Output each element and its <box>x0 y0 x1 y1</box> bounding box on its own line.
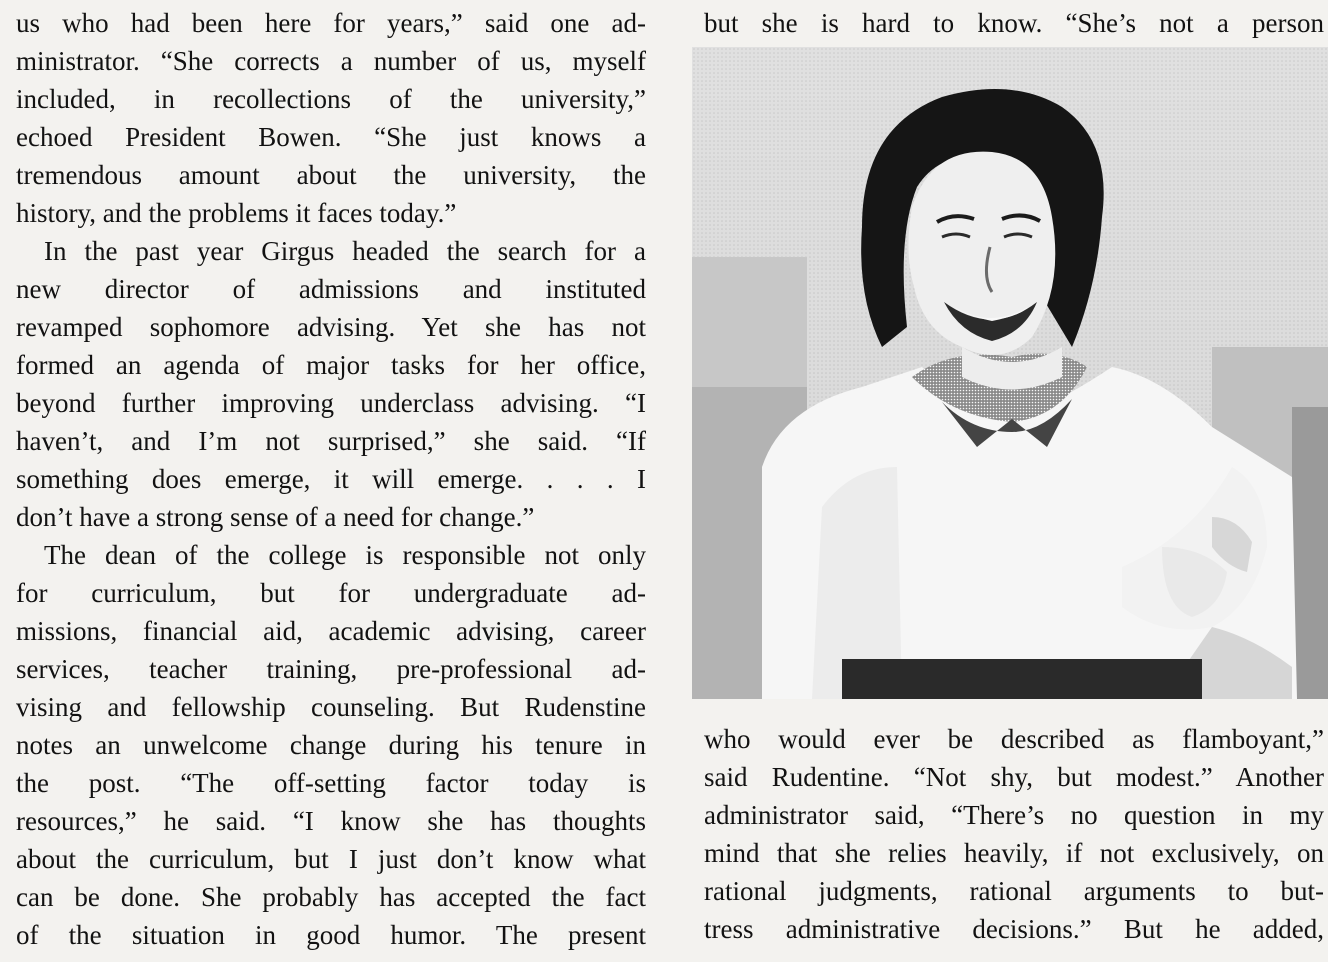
text-line: history, and the problems it faces today.” <box>16 198 457 228</box>
text-line: don’t have a strong sense of a need for change.” <box>16 502 535 532</box>
text-line: for curriculum, but for undergraduate ad- <box>16 578 646 608</box>
text-line: said Rudentine. “Not shy, but modest.” Another <box>704 762 1324 792</box>
text-line: something does emerge, it will emerge. . . . I <box>16 464 646 494</box>
text-line: of the situation in good humor. The present <box>16 920 646 950</box>
right-text-column-top <box>704 4 1324 42</box>
text-line: missions, financial aid, academic advising, career <box>16 616 646 646</box>
text-line: vising and fellowship counseling. But Rudenstine <box>16 692 646 722</box>
text-line: administrator said, “There’s no question in my <box>704 800 1324 830</box>
text-line: tremendous amount about the university, the <box>16 160 646 190</box>
left-text-column <box>16 4 646 954</box>
text-line: ministrator. “She corrects a number of us, myself <box>16 46 646 76</box>
text-line: echoed President Bowen. “She just knows a <box>16 122 646 152</box>
text-line: but she is hard to know. “She’s not a person <box>704 8 1324 38</box>
text-line: us who had been here for years,” said one ad- <box>16 8 646 38</box>
text-line: haven’t, and I’m not surprised,” she said. “If <box>16 426 646 456</box>
text-line: In the past year Girgus headed the search for a <box>44 236 646 266</box>
text-line: The dean of the college is responsible not only <box>44 540 646 570</box>
text-line: about the curriculum, but I just don’t know what <box>16 844 646 874</box>
text-line: tress administrative decisions.” But he added, <box>704 914 1324 944</box>
text-line: who would ever be described as flamboyant,” <box>704 724 1324 754</box>
text-line: revamped sophomore advising. Yet she has not <box>16 312 646 342</box>
text-line: mind that she relies heavily, if not exclusively, on <box>704 838 1324 868</box>
text-line: included, in recollections of the university,” <box>16 84 646 114</box>
text-line: the post. “The off-setting factor today is <box>16 768 646 798</box>
text-line: new director of admissions and instituted <box>16 274 646 304</box>
text-line: resources,” he said. “I know she has thoughts <box>16 806 646 836</box>
text-line: beyond further improving underclass advising. “I <box>16 388 646 418</box>
text-line: can be done. She probably has accepted the fact <box>16 882 646 912</box>
portrait-photo <box>692 47 1328 699</box>
text-line: formed an agenda of major tasks for her office, <box>16 350 646 380</box>
right-text-column-bottom <box>704 720 1324 948</box>
text-line: services, teacher training, pre-professional ad- <box>16 654 646 684</box>
text-line: notes an unwelcome change during his tenure in <box>16 730 646 760</box>
text-line: rational judgments, rational arguments to but- <box>704 876 1324 906</box>
